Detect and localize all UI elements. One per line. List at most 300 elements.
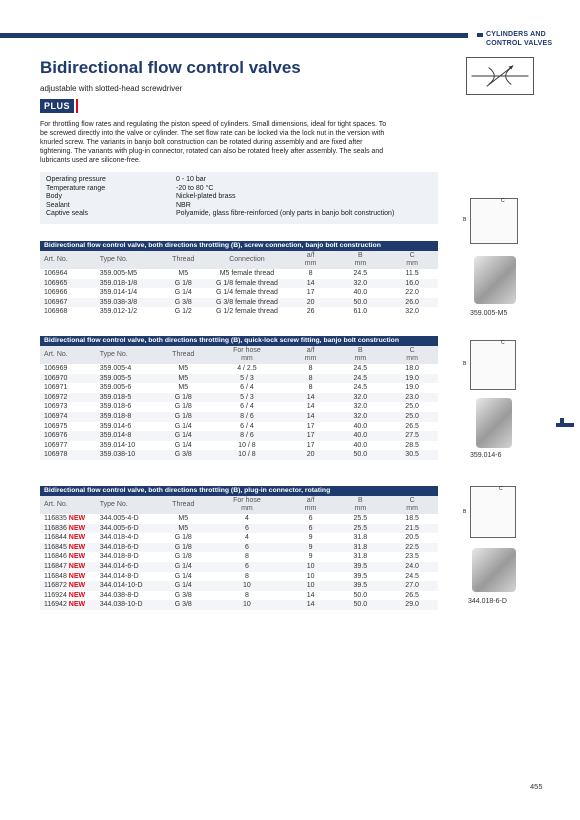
- column-header-label: C: [409, 252, 415, 259]
- cell-value: 106971: [44, 384, 68, 392]
- cell-value: 39.5: [353, 572, 368, 580]
- table-cell: [159, 450, 207, 460]
- table-cell: [334, 524, 386, 534]
- table-cell: [386, 402, 438, 412]
- table-row: [40, 383, 438, 393]
- cell-value: 10: [306, 562, 315, 570]
- table-cell: [40, 288, 96, 298]
- new-badge: NEW: [68, 572, 86, 580]
- table-row: [40, 441, 438, 451]
- cell-value: G 1/8: [174, 403, 192, 411]
- cell-value: 359.005-M5: [99, 270, 138, 277]
- table-cell: [287, 374, 335, 384]
- table-cell: [287, 269, 335, 279]
- table-cell: [40, 402, 96, 412]
- cell-value: 32.0: [405, 308, 419, 316]
- cell-value: 116836: [44, 524, 67, 532]
- column-header-label: B: [358, 497, 363, 504]
- table-cell: [96, 581, 160, 591]
- column-header-label: C: [409, 497, 415, 504]
- column-header-label: B: [358, 252, 363, 259]
- table-cell: [334, 393, 386, 403]
- table-row: [40, 307, 438, 317]
- column-header: [159, 346, 207, 364]
- cell-value: 4 / 2.5: [237, 365, 257, 372]
- new-badge: NEW: [68, 591, 86, 599]
- column-header: [96, 496, 160, 514]
- cell-value: 14: [306, 601, 315, 609]
- cell-value: 106970: [44, 374, 68, 382]
- cell-value: 30.5: [405, 451, 419, 459]
- table-cell: [96, 402, 160, 412]
- cell-value: 26.5: [405, 422, 419, 430]
- cell-value: 20: [306, 451, 315, 459]
- table-row: [40, 562, 438, 572]
- table-cell: [287, 514, 335, 524]
- cell-value: 116942: [44, 601, 67, 609]
- column-header: [40, 496, 96, 514]
- table-cell: [159, 383, 207, 393]
- cell-value: 116845: [44, 543, 67, 551]
- table-cell: [334, 572, 386, 582]
- cell-value: 6 / 4: [240, 384, 254, 392]
- column-header: [334, 496, 386, 514]
- table-cell: [96, 524, 160, 534]
- table-cell: [96, 393, 160, 403]
- description: For throttling flow rates and regulating the piston speed of cylinders. Small dimensions, ideal for tight spaces. To be screwed directly into the valve or cylinder. The set flow rate can be locked via the lock nut in the version with knurled screw. The variants in banjo bolt construction can be rotated during assembly and are fixed after tightening. The variants with plug-in connector, rotated can also be rotated freely after assembly. The seals and lubricants used are silicone-free.: [40, 121, 387, 164]
- table-row: [40, 543, 438, 553]
- table-cell: [386, 307, 438, 317]
- cell-value: G 3/8 female thread: [216, 298, 278, 306]
- table-cell: [386, 279, 438, 289]
- cell-value: 32.0: [353, 279, 368, 287]
- cell-value: 10 / 8: [238, 451, 256, 459]
- column-header-unit: mm: [406, 355, 418, 362]
- dim-b-label: B: [463, 509, 467, 515]
- table-cell: [287, 431, 335, 441]
- cell-value: M5: [178, 515, 189, 522]
- cell-value: 116848: [44, 572, 67, 580]
- table-cell: [40, 552, 96, 562]
- cell-value: 344.014-8-D: [99, 572, 139, 580]
- table-cell: [386, 364, 438, 374]
- table-cell: [207, 269, 287, 279]
- cell-value: 32.0: [353, 403, 368, 411]
- table-cell: [207, 402, 287, 412]
- column-header-label: a/f: [306, 252, 315, 259]
- cell-value: 14: [306, 393, 315, 401]
- table-cell: [386, 269, 438, 279]
- table-cell: [207, 524, 287, 534]
- table-cell: [207, 543, 287, 553]
- cell-value: 359.018-1/8: [99, 279, 138, 287]
- section-label: [486, 30, 552, 48]
- table-title: Bidirectional flow control valve, both directions throttling (B), screw connection, banjo bolt construction: [40, 241, 438, 251]
- table-cell: [96, 514, 160, 524]
- cell-value: 116924: [44, 591, 67, 599]
- cell-value: 18.5: [405, 515, 419, 522]
- cell-value: G 1/8 female thread: [216, 279, 278, 287]
- table-cell: [159, 364, 207, 374]
- table-cell: [96, 441, 160, 451]
- table-title: Bidirectional flow control valve, both directions throttling (B), quick-lock screw fitting, banjo bolt construction: [40, 336, 438, 346]
- table-row: [40, 600, 438, 610]
- table-cell: [159, 307, 207, 317]
- cell-value: 24.5: [353, 270, 368, 277]
- table-cell: [159, 374, 207, 384]
- table-cell: [207, 600, 287, 610]
- cell-value: 10: [306, 582, 315, 590]
- table-cell: [207, 364, 287, 374]
- table-cell: [334, 581, 386, 591]
- dim-b-label: B: [463, 217, 467, 223]
- product-photo-1: [474, 256, 516, 304]
- spec-value: Nickel-plated brass: [176, 193, 236, 201]
- table-cell: [386, 374, 438, 384]
- cell-value: 359.018-6: [99, 403, 132, 411]
- cell-value: 40.0: [353, 422, 368, 430]
- cell-value: 116872: [44, 582, 67, 590]
- column-header: [334, 346, 386, 364]
- column-header-label: B: [358, 347, 363, 354]
- table-cell: [334, 591, 386, 601]
- cell-value: 106973: [44, 403, 68, 411]
- table-cell: [287, 450, 335, 460]
- cell-value: 19.0: [405, 384, 419, 392]
- table-cell: [96, 562, 160, 572]
- table-cell: [207, 572, 287, 582]
- table-cell: [386, 412, 438, 422]
- spec-row: [46, 185, 432, 194]
- column-header-unit: mm: [304, 355, 317, 362]
- column-header-label: Art. No.: [44, 256, 68, 263]
- table-cell: [334, 364, 386, 374]
- table-cell: [159, 543, 207, 553]
- cell-value: 6: [308, 524, 313, 532]
- cell-value: G 1/4: [174, 289, 192, 297]
- cell-value: 106975: [44, 422, 68, 430]
- spec-row: [46, 202, 432, 211]
- table-cell: [40, 524, 96, 534]
- cell-value: 116844: [44, 534, 67, 542]
- table-cell: [386, 514, 438, 524]
- flow-control-symbol-icon: [466, 57, 534, 95]
- cell-value: M5: [178, 365, 189, 372]
- cell-value: 8 / 6: [240, 432, 254, 440]
- table-cell: [287, 288, 335, 298]
- table-cell: [96, 591, 160, 601]
- table-row: [40, 514, 438, 524]
- table-cell: [40, 364, 96, 374]
- column-header-label: Thread: [172, 256, 195, 263]
- table-cell: [386, 562, 438, 572]
- table-row: [40, 533, 438, 543]
- table-cell: [386, 450, 438, 460]
- cell-value: M5 female thread: [219, 270, 275, 277]
- table-cell: [40, 441, 96, 451]
- column-header-label: Art. No.: [44, 501, 68, 508]
- cell-value: G 1/8: [174, 534, 192, 542]
- cell-value: 344.018-8-D: [99, 553, 139, 561]
- table-cell: [386, 441, 438, 451]
- cell-value: 18.0: [405, 365, 419, 372]
- column-header: [287, 251, 335, 269]
- cell-value: 14: [306, 412, 315, 420]
- table-cell: [159, 572, 207, 582]
- cell-value: M5: [178, 524, 189, 532]
- table-cell: [287, 441, 335, 451]
- table-cell: [40, 422, 96, 432]
- table-header-row: [40, 346, 438, 364]
- column-header: [386, 346, 438, 364]
- product-table: [40, 496, 438, 610]
- column-header: [40, 346, 96, 364]
- cell-value: 29.0: [405, 601, 419, 609]
- cell-value: 359.014-10: [99, 441, 136, 449]
- table-cell: [386, 591, 438, 601]
- product-photo-2: [476, 398, 512, 448]
- cell-value: 17: [306, 441, 315, 449]
- table-plugin-rotating: [40, 486, 438, 610]
- table-cell: [386, 581, 438, 591]
- cell-value: M5: [178, 374, 189, 382]
- table-cell: [334, 450, 386, 460]
- cell-value: 359.018-8: [99, 412, 132, 420]
- cell-value: 10: [243, 601, 251, 609]
- cell-value: 8: [244, 591, 249, 599]
- column-header-label: Connection: [229, 256, 265, 263]
- column-header-unit: mm: [241, 505, 253, 512]
- cell-value: 106964: [44, 270, 68, 277]
- cell-value: 31.8: [353, 553, 368, 561]
- cell-value: 8: [308, 365, 313, 372]
- cell-value: 359.014-1/4: [99, 289, 138, 297]
- cell-value: 116846: [44, 553, 67, 561]
- cell-value: 50.0: [353, 298, 368, 306]
- column-header: [207, 496, 287, 514]
- cell-value: 106967: [44, 298, 68, 306]
- table-cell: [287, 600, 335, 610]
- table-cell: [159, 581, 207, 591]
- cell-value: 106977: [44, 441, 68, 449]
- table-cell: [287, 383, 335, 393]
- table-cell: [287, 279, 335, 289]
- table-banjo-quicklock: [40, 336, 438, 460]
- spec-value: Polyamide, glass fibre-reinforced (only parts in banjo bolt construction): [176, 210, 395, 218]
- cell-value: 26.0: [405, 298, 419, 306]
- table-cell: [334, 383, 386, 393]
- cell-value: 359.012-1/2: [99, 308, 138, 316]
- cell-value: 359.038-10: [99, 451, 136, 459]
- table-cell: [207, 383, 287, 393]
- cell-value: G 1/8: [174, 412, 192, 420]
- table-cell: [96, 412, 160, 422]
- column-header: [40, 251, 96, 269]
- table-cell: [334, 552, 386, 562]
- cell-value: 39.5: [353, 562, 368, 570]
- figure-caption-3: 344.018-6-D: [468, 598, 507, 605]
- table-cell: [40, 279, 96, 289]
- table-cell: [159, 441, 207, 451]
- cell-value: 359.014-8: [99, 432, 132, 440]
- page-subtitle: adjustable with slotted-head screwdriver: [40, 84, 183, 93]
- table-row: [40, 524, 438, 534]
- cell-value: 24.5: [353, 374, 368, 382]
- new-badge: NEW: [68, 524, 86, 532]
- spec-row: [46, 210, 432, 219]
- new-badge: NEW: [68, 543, 86, 551]
- cell-value: 28.5: [405, 441, 419, 449]
- table-row: [40, 374, 438, 384]
- product-table: [40, 251, 438, 317]
- cell-value: 23.0: [405, 393, 419, 401]
- dimension-drawing-3: [463, 486, 516, 538]
- table-cell: [96, 364, 160, 374]
- table-cell: [207, 591, 287, 601]
- table-cell: [159, 393, 207, 403]
- plus-badge: PLUS: [40, 99, 74, 113]
- column-header-unit: mm: [354, 355, 367, 362]
- cell-value: 106969: [44, 365, 68, 372]
- cell-value: 32.0: [353, 393, 368, 401]
- column-header-unit: mm: [354, 505, 367, 512]
- table-cell: [207, 514, 287, 524]
- table-cell: [334, 562, 386, 572]
- flow-valve-side-icon: [556, 418, 574, 428]
- cell-value: G 1/4: [174, 582, 192, 590]
- cell-value: 359.014-6: [99, 422, 132, 430]
- cell-value: 6 / 4: [240, 403, 254, 411]
- dimension-drawing-1: [463, 198, 518, 244]
- column-header: [96, 346, 160, 364]
- table-cell: [207, 422, 287, 432]
- cell-value: 359.038-3/8: [99, 298, 138, 306]
- cell-value: 24.5: [353, 384, 368, 392]
- cell-value: 32.0: [353, 412, 368, 420]
- cell-value: 39.5: [353, 582, 368, 590]
- table-cell: [207, 288, 287, 298]
- table-cell: [40, 393, 96, 403]
- table-cell: [287, 552, 335, 562]
- cell-value: 17: [306, 432, 315, 440]
- cell-value: 6: [244, 524, 249, 532]
- spec-value: -20 to 80 °C: [176, 184, 214, 192]
- table-cell: [334, 422, 386, 432]
- column-header-unit: mm: [304, 505, 317, 512]
- cell-value: 27.0: [405, 582, 419, 590]
- table-cell: [386, 431, 438, 441]
- table-cell: [159, 412, 207, 422]
- column-header-label: Thread: [172, 501, 195, 508]
- cell-value: M5: [178, 384, 189, 392]
- cell-value: G 1/4: [174, 432, 192, 440]
- column-header-label: Art. No.: [44, 351, 68, 358]
- product-table: [40, 346, 438, 460]
- cell-value: 6: [244, 562, 249, 570]
- column-header-label: C: [409, 347, 415, 354]
- cell-value: 10 / 8: [238, 441, 256, 449]
- table-cell: [96, 600, 160, 610]
- column-header-unit: mm: [354, 260, 367, 267]
- table-banjo-screw: [40, 241, 438, 317]
- table-cell: [159, 514, 207, 524]
- cell-value: 14: [306, 591, 315, 599]
- cell-value: M5: [178, 270, 189, 277]
- table-cell: [40, 572, 96, 582]
- table-cell: [207, 581, 287, 591]
- table-cell: [334, 441, 386, 451]
- cell-value: 20: [306, 298, 315, 306]
- table-row: [40, 431, 438, 441]
- table-cell: [40, 514, 96, 524]
- cell-value: 50.0: [353, 601, 368, 609]
- table-cell: [159, 288, 207, 298]
- table-cell: [287, 422, 335, 432]
- cell-value: 25.5: [353, 515, 368, 522]
- table-cell: [207, 307, 287, 317]
- table-cell: [334, 533, 386, 543]
- table-cell: [96, 543, 160, 553]
- table-row: [40, 279, 438, 289]
- cell-value: 344.005-4-D: [99, 515, 139, 522]
- table-header-row: [40, 496, 438, 514]
- cell-value: 106978: [44, 451, 68, 459]
- table-cell: [96, 572, 160, 582]
- page-number: 455: [530, 782, 543, 791]
- cell-value: 116847: [44, 562, 67, 570]
- column-header-label: a/f: [306, 497, 315, 504]
- table-cell: [159, 431, 207, 441]
- table-cell: [96, 552, 160, 562]
- cell-value: 14: [306, 279, 315, 287]
- table-cell: [386, 393, 438, 403]
- table-cell: [386, 288, 438, 298]
- cell-value: 8: [308, 270, 313, 277]
- specs-box: [40, 172, 438, 224]
- column-header: [287, 346, 335, 364]
- table-cell: [287, 591, 335, 601]
- column-header: [386, 251, 438, 269]
- table-cell: [287, 298, 335, 308]
- table-cell: [334, 298, 386, 308]
- column-header-label: a/f: [306, 347, 315, 354]
- table-cell: [96, 279, 160, 289]
- table-cell: [334, 514, 386, 524]
- table-cell: [96, 288, 160, 298]
- cell-value: G 1/4: [174, 441, 192, 449]
- table-cell: [40, 543, 96, 553]
- table-row: [40, 412, 438, 422]
- cell-value: 50.0: [353, 451, 368, 459]
- cell-value: 10: [306, 572, 315, 580]
- cell-value: 9: [308, 553, 313, 561]
- product-photo-3: [472, 548, 516, 592]
- column-header: [96, 251, 160, 269]
- cell-value: 27.5: [405, 432, 419, 440]
- table-cell: [96, 374, 160, 384]
- table-cell: [386, 543, 438, 553]
- column-header: [207, 251, 287, 269]
- table-cell: [159, 591, 207, 601]
- table-cell: [159, 269, 207, 279]
- table-cell: [386, 600, 438, 610]
- spec-value: NBR: [176, 201, 191, 209]
- cell-value: 344.018-4-D: [99, 534, 139, 542]
- cell-value: 24.0: [405, 562, 419, 570]
- table-cell: [386, 572, 438, 582]
- cell-value: G 3/8: [174, 451, 192, 459]
- table-cell: [287, 307, 335, 317]
